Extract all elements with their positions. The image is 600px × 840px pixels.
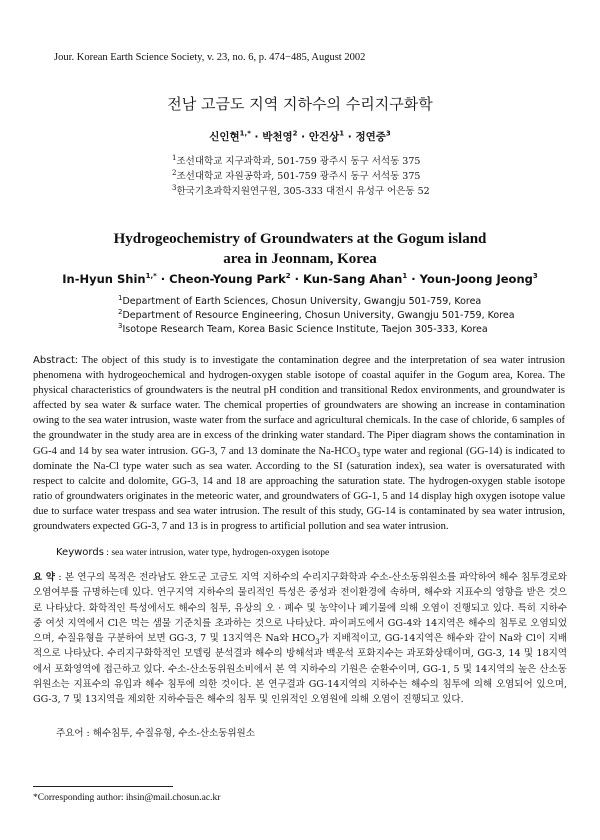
affiliation-number: 2 [172,168,177,177]
affiliation-text: 한국기초과학지원연구원, 305-333 대전시 유성구 어은동 52 [176,186,430,197]
korean-abstract-text: 가 지배적이고, GG-14지역은 해수와 같이 Na와 Cl이 지배적으로 나타났다. 수리지구화학적인 모델링 분석결과 해수의 방해석과 백운석 포화지수는 과포화상태이며, GG-3, 14 및 18지역에서 포화영역에 접근하고 있다. 수소-산소동위원소비에서 본 역 지하수의 기원은 순환수이며, GG-1, 5 및 14지역의 높은 산소동위원소는 지표수의 유입과 해수 침투에 의한 것이다. 본 연구결과 GG-14지역의 지하수는 해수의 침투에 의해 오염되어 있으며, GG-3, 7 및 13지역을 제외한 지하수들은 해수의 침투 및 인위적인 오염원에 의해 오염이 진행되고 있다. [33,633,567,705]
english-affiliation [118,293,482,307]
author-separator: · [290,272,304,286]
korean-abstract-subscript: 3 [315,637,320,646]
korean-keywords-label: 주요어 [56,728,84,739]
affiliation-text: 조선대학교 지구과학과, 501-759 광주시 동구 서석동 375 [176,156,421,167]
abstract-colon: : [74,355,82,366]
korean-affiliation [172,168,420,182]
abstract [33,353,565,534]
author-separator: · [250,131,263,143]
author-name: 박천영 [262,131,293,143]
korean-keywords-text: 해수침투, 수질유형, 수소-산소동위원소 [92,728,255,739]
author-superscript: 1 [339,129,345,138]
affiliation-number: 1 [172,153,177,162]
korean-affiliation [172,153,420,167]
author-separator: · [156,272,170,286]
keywords-label: Keywords [56,547,104,558]
korean-keywords-colon: : [83,728,93,739]
author-name: Kun-Sang Ahan [303,272,403,286]
korean-authors [0,129,600,144]
affiliation-number: 1 [118,293,123,302]
abstract-subscript: 3 [356,450,360,459]
korean-abstract-colon: : [54,572,65,583]
affiliation-number: 2 [118,307,123,316]
author-separator: · [297,131,309,143]
english-affiliation [118,321,488,335]
author-name: In-Hyun Shin [62,272,146,286]
footnote-divider [33,786,173,787]
author-name: Youn-Joong Jeong [419,272,533,286]
english-title [0,229,600,269]
corresponding-author-footnote: *Corresponding author: ihsin@mail.chosun.ac.kr [33,793,221,803]
author-name: 안건상 [308,131,340,143]
author-superscript: 2 [292,129,298,138]
affiliation-text: Isotope Research Team, Korea Basic Science Institute, Taejon 305-333, Korea [122,324,488,335]
author-separator: · [344,131,356,143]
author-name: 신인현 [209,131,240,143]
korean-abstract [33,570,567,707]
korean-abstract-label: 요 약 [33,572,55,583]
abstract-label: Abstract [33,355,75,366]
korean-title: 전남 고금도 지역 지하수의 수리지구화학 [167,95,433,113]
english-title-line: Hydrogeochemistry of Groundwaters at the Gogum island [113,231,487,247]
author-separator: · [407,272,420,286]
keywords [56,547,329,558]
author-name: Cheon-Young Park [169,272,286,286]
affiliation-text: Department of Earth Sciences, Chosun University, Gwangju 501-759, Korea [122,296,482,307]
keywords-colon: : [103,548,112,558]
abstract-text: type water and regional (GG-14) is indicated to dominate the Na-Cl type water such as sea water. According to the SI (saturation index), sea water is oversaturated with respect to calcite and dolomite, GG-3, 14 and 18 are approaching the saturation state. The hydrogen-oxygen stable isotope ratio of groundwaters originates in the meteoric water, and groundwaters of GG-1, 5 and 14 display high oxygen isotope value due to surface water trespass and sea water intrusion. The result of this study, GG-14 is contaminated by sea water intrusion, groundwaters expected GG-3, 7 and 13 is in progress to artificial pollution and sea water intrusion. [33,445,565,533]
english-title-line: area in Jeonnam, Korea [223,251,377,267]
korean-keywords [56,725,255,739]
author-superscript: 1,* [145,272,157,281]
author-superscript: 3 [385,129,391,138]
english-authors [0,272,600,286]
korean-affiliation [172,183,430,197]
journal-reference: Jour. Korean Earth Science Society, v. 23, no. 6, p. 474−485, August 2002 [54,52,366,63]
affiliation-number: 3 [172,183,177,192]
author-superscript: 3 [532,272,538,281]
author-superscript: 1,* [239,129,251,138]
affiliation-number: 3 [118,321,123,330]
abstract-text: The object of this study is to investigate the contamination degree and the interpretation of sea water intrusion phenomena with hydrogeochemical and hydrogen-oxygen stable isotope of coastal aquifer in the Gogum area, Korea. The physical characteristics of groundwaters is the neutral pH condition and transitional Redox environments, and groundwater is affected by sea water & surface water. The chemical properties of groundwaters are showing an increase in contamination owing to the sea water intrusion, waste water from the surface and agricultural chemicals. In the case of chloride, 6 samples of the groundwater in the study area are in excess of the drinking water standard. The Piper diagram shows the contamination in GG-4 and 14 by sea water intrusion. GG-3, 7 and 13 dominate the Na-HCO [33,355,565,457]
author-superscript: 1 [402,272,408,281]
affiliation-text: Department of Resource Engineering, Chosun University, Gwangju 501-759, Korea [122,310,515,321]
keywords-text: sea water intrusion, water type, hydrogen-oxygen isotope [111,548,330,558]
affiliation-text: 조선대학교 자원공학과, 501-759 광주시 동구 서석동 375 [176,171,421,182]
korean-abstract-text: 본 연구의 목적은 전라남도 완도군 고금도 지역 지하수의 수리지구화학과 수소-산소동위원소를 파악하여 해수 침투경로와 오염여부를 규명하는데 있다. 연구지역 지하수의 물리적인 특성은 중성과 전이환경에 속하며, 해수와 지표수의 영향을 받은 것으로 나타났다. 화학적인 특성에서도 해수의 침투, 유상의 오 · 폐수 및 농약이나 폐기물에 의해 오염이 진행되고 있다. 특히 지하수 중 여섯 지역에서 Cl은 먹는 샘물 기준치를 초과하는 것으로 나타났다. 파이퍼도에서 GG-4와 14지역은 해수의 침투로 오염되었으며, 수질유형을 구분하여 보면 GG-3, 7 및 13지역은 Na와 HCO [33,572,567,644]
author-superscript: 2 [285,272,291,281]
english-affiliation [118,307,515,321]
author-name: 정연중 [355,131,386,143]
